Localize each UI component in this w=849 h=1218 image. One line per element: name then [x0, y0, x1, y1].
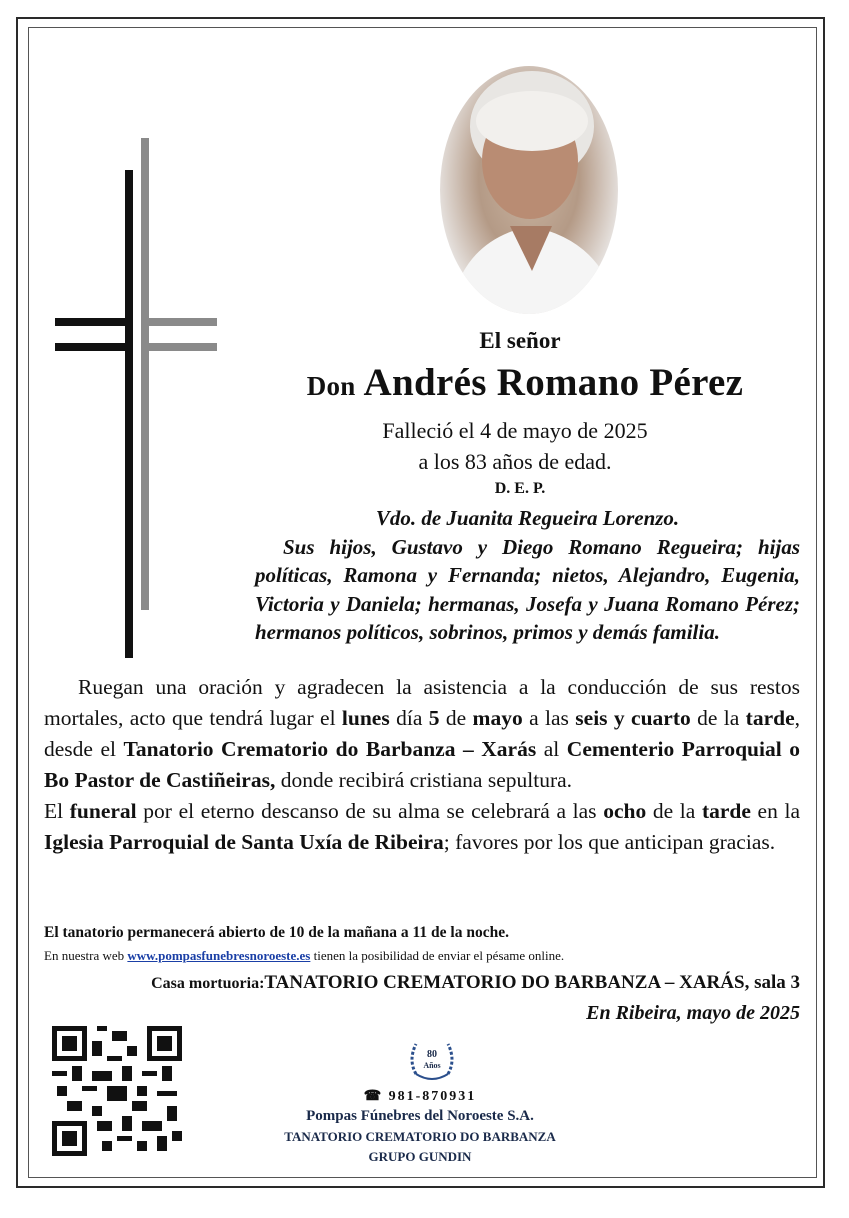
widower-line: Vdo. de Juanita Regueira Lorenzo. [375, 506, 680, 530]
name-prefix: Don [306, 371, 356, 401]
website-link[interactable]: www.pompasfunebresnoroeste.es [127, 948, 311, 963]
place-date: En Ribeira, mayo de 2025 [586, 1002, 800, 1024]
family-block [255, 504, 800, 647]
phone-icon: ☎ [363, 1089, 384, 1104]
funeral-home: Casa mortuoria:TANATORIO CREMATORIO DO BARBANZA – XARÁS, sala 3 [151, 972, 800, 993]
service-text [44, 672, 800, 858]
anniversary-seal-icon [404, 1034, 460, 1084]
rip: D. E. P. [494, 480, 546, 497]
cross-icon [55, 138, 220, 658]
age: a los 83 años de edad. [418, 449, 612, 474]
portrait-photo [440, 66, 618, 314]
qr-code-icon[interactable] [52, 1026, 182, 1156]
company-group: GRUPO GUNDIN [368, 1149, 472, 1164]
deceased-name [250, 360, 800, 405]
phone-number[interactable]: 981-870931 [388, 1089, 477, 1104]
death-date: Falleció el 4 de mayo de 2025 [382, 418, 648, 443]
name-text: Andrés Romano Pérez [363, 361, 744, 404]
company-tanatorio: TANATORIO CREMATORIO DO BARBANZA [284, 1129, 556, 1144]
svg-text:Años: Años [423, 1061, 441, 1070]
service-paragraph-2: El funeral por el eterno descanso de su alma se celebrará a las ocho de la tarde en la Iglesia Parroquial de Santa Uxía de Ribeira; favores por los que anticipan gracias. [44, 799, 801, 854]
honorific: El señor [479, 328, 561, 353]
phone-line [230, 1088, 610, 1105]
web-note: En nuestra web www.pompasfunebresnoroeste.es tienen la posibilidad de enviar el pésame online. [44, 948, 565, 963]
company-name: Pompas Fúnebres del Noroeste S.A. [306, 1108, 534, 1124]
svg-text:80: 80 [427, 1049, 437, 1060]
relatives-text: Sus hijos, Gustavo y Diego Romano Regueira; hijas políticas, Ramona y Fernanda; nietos, Alejandro, Eugenia, Victoria y Daniela; hermanas, Josefa y Juana Romano Pérez; hermanos políticos, sobrinos, primos y demás familia. [255, 534, 800, 644]
opening-hours: El tanatorio permanecerá abierto de 10 de la mañana a 11 de la noche. [44, 924, 509, 941]
service-paragraph-1: Ruegan una oración y agradecen la asistencia a la conducción de sus restos mortales, acto que tendrá lugar el lunes día 5 de mayo a las seis y cuarto de la tarde, desde el Tanatorio Crematorio do Barbanza – Xarás al Cementerio Parroquial o Bo Pastor de Castiñeiras, donde recibirá cristiana sepultura. [44, 675, 800, 792]
